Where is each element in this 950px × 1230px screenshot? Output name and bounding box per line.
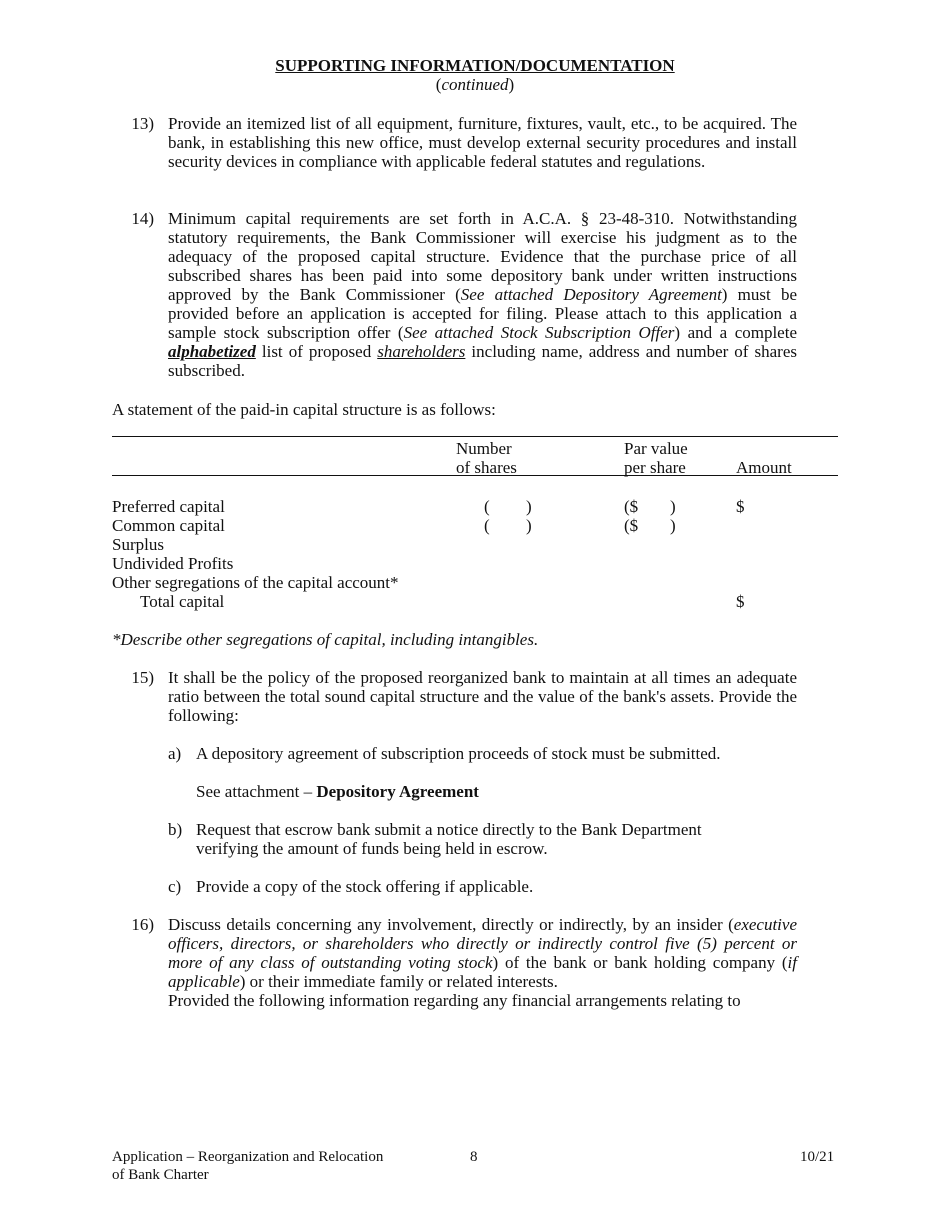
footer-doc-title-line1: Application – Reorganization and Relocation [112,1149,384,1165]
row-other-label: Other segregations of the capital account* [112,573,399,592]
row-undivided-label: Undivided Profits [112,554,234,573]
row-preferred-shares-close: ) [526,497,532,516]
item-13-number: 13) [131,114,154,133]
item-15c-text: Provide a copy of the stock offering if applicable. [196,877,534,896]
item-15-text: It shall be the policy of the proposed reorganized bank to maintain at all times an adequate ratio between the total sound capital structure and the value of the bank's assets. Provide the following: [168,668,797,725]
item-16-last-line: Provided the following information regarding any financial arrangements relating to [168,991,741,1010]
col-header-shares-line1: Number [456,439,512,458]
capital-table-intro: A statement of the paid-in capital structure is as follows: [112,400,496,419]
item-15b-text: Request that escrow bank submit a notice directly to the Bank Department verifying the amount of funds being held in escrow. [196,820,702,858]
page-title: SUPPORTING INFORMATION/DOCUMENTATION [275,56,675,75]
row-preferred-label: Preferred capital [112,497,225,516]
item-15a-text: A depository agreement of subscription proceeds of stock must be submitted. [196,744,721,763]
shareholders-emphasis: shareholders [377,342,466,361]
alphabetized-emphasis: alphabetized [168,342,256,361]
row-common-label: Common capital [112,516,225,535]
item-16-number: 16) [131,915,154,934]
table-top-rule [112,436,838,437]
row-preferred-par-close: ) [670,497,676,516]
capital-footnote: *Describe other segregations of capital, including intangibles. [112,630,539,649]
item-15-number: 15) [131,668,154,687]
item-14-text: Minimum capital requirements are set forth in A.C.A. § 23-48-310. Notwithstanding statutory requirements, the Bank Commissioner will exercise his judgment as to the adequacy of the proposed capital structure. Evidence that the purchase price of all subscribed shares has been paid into some depository bank under written instructions approved by the Bank Commissioner (See attached Depository Agreement) must be provided before an application is accepted for filing. Please attach to this application a sample stock subscription offer (See attached Stock Subscription Offer) and a complete alphabetized list of proposed shareholders including name, address and number of shares subscribed. [168,209,797,380]
item-14-number: 14) [131,209,154,228]
footer-revision: 10/21 [800,1149,835,1165]
row-common-par-open: ($ [624,516,639,535]
item-15a-letter: a) [168,744,182,763]
footer-doc-title-line2: of Bank Charter [112,1167,209,1183]
row-total-amount: $ [736,592,745,611]
row-total-label: Total capital [140,592,225,611]
row-surplus-label: Surplus [112,535,164,554]
col-header-amount: Amount [736,458,792,477]
row-preferred-shares-open: ( [484,497,490,516]
col-header-par-line1: Par value [624,439,688,458]
item-15b-letter: b) [168,820,183,839]
row-common-shares-open: ( [484,516,490,535]
row-preferred-amount: $ [736,497,745,516]
item-15c-letter: c) [168,877,182,896]
item-16-text: Discuss details concerning any involvement, directly or indirectly, by an insider (executive officers, directors, or shareholders who directly or indirectly control five (5) percent or more of any class of outstanding voting stock) of the bank or bank holding company (if applicable) or their immediate family or related interests. [168,915,797,991]
table-header-rule [112,475,838,476]
item-13-text: Provide an itemized list of all equipment, furniture, fixtures, vault, etc., to be acquired. The bank, in establishing this new office, must develop external security procedures and install security devices in compliance with applicable federal statutes and regulations. [168,114,797,171]
row-common-par-close: ) [670,516,676,535]
row-common-shares-close: ) [526,516,532,535]
attachment-reference: See attachment – Depository Agreement [196,782,479,801]
row-preferred-par-open: ($ [624,497,639,516]
col-header-par-line2: per share [624,458,686,477]
page-subtitle: (continued) [435,75,515,94]
col-header-shares-line2: of shares [456,458,517,477]
footer-page-number: 8 [470,1149,478,1165]
